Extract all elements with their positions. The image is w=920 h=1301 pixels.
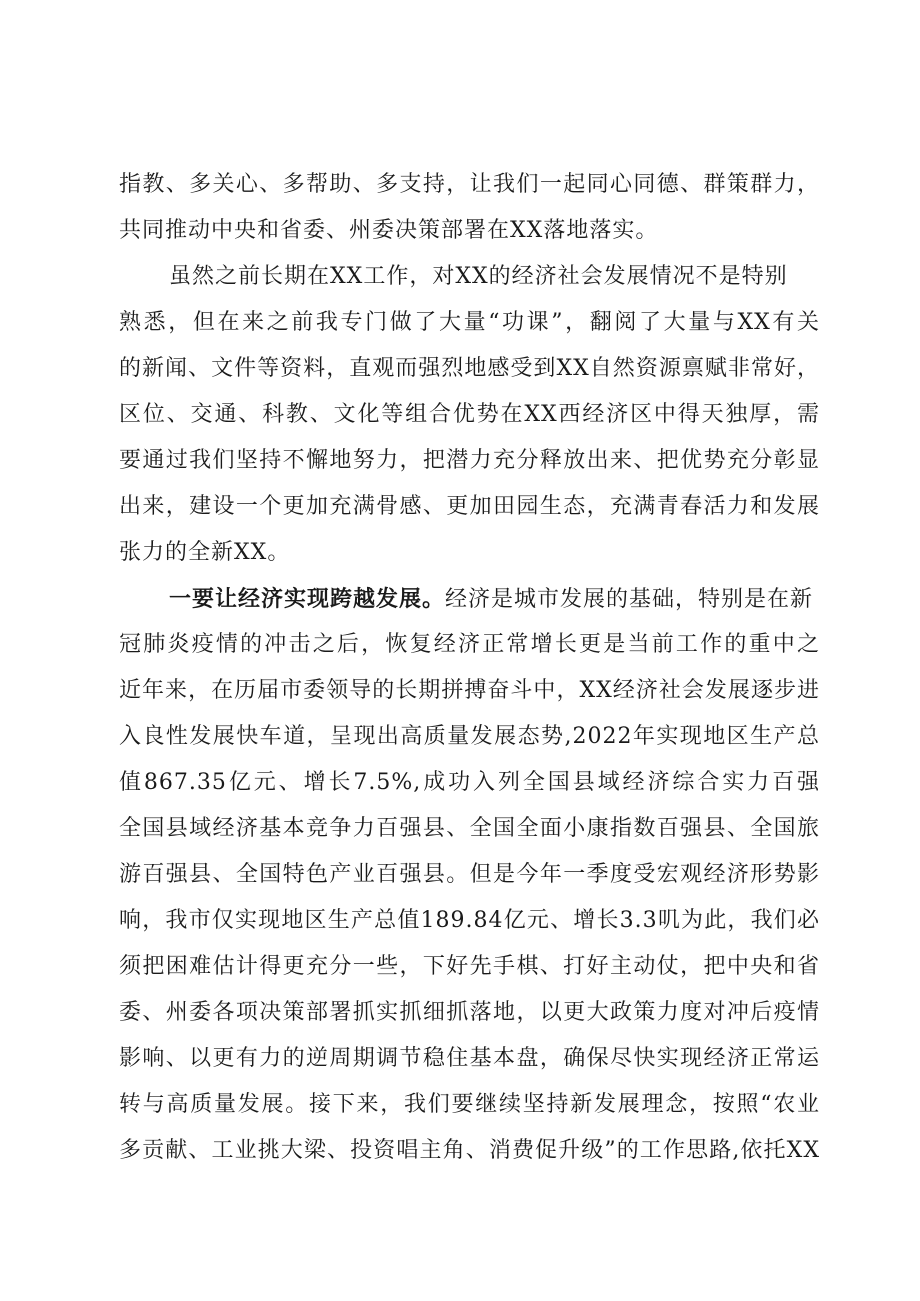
paragraph-1 — [119, 162, 820, 254]
text-line: 指教、多关心、多帮助、多支持，让我们一起同心同德、群策群力， — [119, 172, 820, 197]
text-line: 近年来，在历届市委领导的长期拼搏奋斗中，XX经济社会发展逐步进 — [119, 678, 820, 703]
text-line: 影响、以更有力的逆周期调节稳住基本盘，确保尽快实现经济正常运 — [119, 1046, 820, 1071]
text-line: 熟悉，但在来之前我专门做了大量“功课”，翻阅了大量与XX有关 — [119, 310, 820, 335]
text-line: 区位、交通、科教、文化等组合优势在XX西经济区中得天独厚，需 — [119, 402, 820, 427]
text-line — [119, 576, 820, 622]
text-line: 多贡献、工业挑大梁、投资唱主角、消费促升级”的工作思路,依托XX — [119, 1138, 820, 1163]
heading-continuation: 经济是城市发展的基础，特别是在新 — [445, 587, 814, 612]
text-line: 张力的全新XX。 — [119, 540, 291, 565]
text-line: 响，我市仅实现地区生产总值189.84亿元、增长3.3叽为此，我们必 — [119, 908, 820, 933]
text-line: 须把困难估计得更充分一些，下好先手棋、打好主动仗，把中央和省 — [119, 954, 820, 979]
text-line: 入良性发展快车道，呈现出高质量发展态势,2022年实现地区生产总 — [119, 724, 820, 749]
text-line: 共同推动中央和省委、州委决策部署在XX落地落实。 — [119, 218, 659, 243]
text-line: 的新闻、文件等资料，直观而强烈地感受到XX自然资源禀赋非常好， — [119, 356, 820, 381]
section-heading: 一要让经济实现跨越发展。 — [169, 586, 446, 612]
document-body — [119, 162, 820, 1174]
text-line: 出来，建设一个更加充满骨感、更加田园生态，充满青春活力和发展 — [119, 494, 820, 519]
text-line: 要通过我们坚持不懈地努力，把潜力充分释放出来、把优势充分彰显 — [119, 448, 820, 473]
text-line: 委、州委各项决策部署抓实抓细抓落地，以更大政策力度对冲后疫情 — [119, 1000, 820, 1025]
text-line: 转与高质量发展。接下来，我们要继续坚持新发展理念，按照“农业 — [119, 1092, 820, 1117]
text-line: 虽然之前长期在XX工作，对XX的经济社会发展情况不是特别 — [169, 264, 788, 289]
text-line: 值867.35亿元、增长7.5%,成功入列全国县域经济综合实力百强 — [119, 770, 820, 795]
paragraph-3 — [119, 576, 820, 1174]
text-line: 全国县域经济基本竞争力百强县、全国全面小康指数百强县、全国旅 — [119, 816, 820, 841]
paragraph-2 — [119, 254, 820, 576]
text-line: 冠肺炎疫情的冲击之后，恢复经济正常增长更是当前工作的重中之 — [119, 632, 820, 657]
text-line: 游百强县、全国特色产业百强县。但是今年一季度受宏观经济形势影 — [119, 862, 820, 887]
